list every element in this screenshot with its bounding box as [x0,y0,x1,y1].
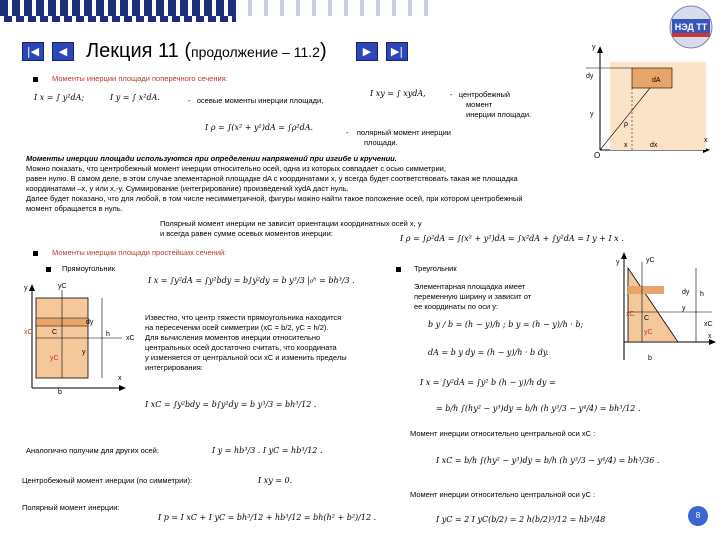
tri-h-label: h [700,291,704,298]
formula-ix: I x = ∫ y²dA; [34,93,85,102]
formula-tri-ixc: I xC = b/h ∫(hy² − y³)dy = b/h (h y³/3 − y⁴/4) = bh³/36 . [436,456,660,465]
paragraph-line-2: Можно показать, что центробежный момент инерции относительно осей, одна из которых совпадает с осью симметрии, [26,164,446,173]
rect-yc-inner-label: yC [50,355,59,362]
moments-heading: Моменты инерции площади поперечного сечения: [52,74,228,83]
tri-xc-label: xC [626,311,635,318]
tri-c-label: C [644,315,650,322]
tri-yc-label: yC [646,257,655,264]
tri-yv-label: y [682,305,686,312]
tri-b-label: b [648,355,652,362]
tri-heading: Треугольник [414,264,457,273]
formula-rect-iy: I y = hb³/3 . I yC = hb³/12 . [212,446,323,455]
rectangle-figure [22,276,142,400]
fig1-dy-label: dy [586,73,594,80]
rect-yv-label: y [82,349,86,356]
tri-y-label: y [616,259,620,266]
formula-tri-iyc: I yC = 2 I yC(b/2) = 2 h(b/2)³/12 = hb³/48 [436,515,606,524]
rect-other-label: Аналогично получим для других осей: [26,446,159,455]
first-slide-button[interactable]: |◀ [22,42,44,61]
fig1-y-label: y [592,44,596,51]
polar-note-line-2: и всегда равен сумме осевых моментов инерции: [160,229,333,238]
formula-tri-by: b y / b = (h − y)/h ; b y = (h − y)/h · b; [428,320,584,329]
rect-text-2: на пересечении осей симметрии (xC = b/2, yC = h/2). [145,323,329,332]
rect-x-label: x [118,375,122,382]
formula-rect-ixc: I xC = ∫y²bdy = b∫y²dy = b y³/3 = bh³/12 . [145,400,317,409]
header-decoration-stripes [0,0,236,16]
rect-yc-label: yC [58,283,67,290]
rect-y-label: y [24,285,28,292]
formula-ip-invariant: I ρ = ∫ρ²dA = ∫(x² + y²)dA = ∫x²dA + ∫y²dA = I y + I x . [400,234,624,243]
rect-b-label: b [58,389,62,396]
tri-text-2: переменную ширину и зависит от [414,292,532,301]
tri-xc-label: Момент инерции относительно центральной оси xC : [410,429,596,438]
simplest-heading: Моменты инерции площади простейших сечений: [52,248,227,257]
rect-polar-label: Полярный момент инерции: [22,503,120,512]
fig1-rho-label: ρ [624,121,628,128]
rect-text-4: центральных осей достаточно считать, что координата [145,343,337,352]
title-close: ) [319,40,327,62]
formula-rect-ip: I p = I xC + I yC = bh³/12 + hb³/12 = bh(h² + b²)/12 . [158,513,377,522]
bullet [396,267,401,272]
paragraph-line-5: Далее будет показано, что для любой, в том числе несимметричной, фигуры можно найти такое положение осей, при котором центробежный [26,194,523,203]
formula-rect-ix: I x = ∫y²dA = ∫y²bdy = b∫y²dy = b y³/3 |₀ʰ = bh³/3 . [148,276,355,285]
centrifugal-label-2: момент [466,100,493,109]
polar-label-1: - полярный момент инерции [346,128,451,137]
rect-text-5: y изменяется от центральной оси xC и изменить пределы [145,353,347,362]
formula-ip: I ρ = ∫(x² + y²)dA = ∫ρ²dA. [205,123,314,132]
bullet [33,77,38,82]
formula-tri-ix2: = b/h ∫(hy² − y³)dy = b/h (h y³/3 − y⁴/4) = bh³/12 . [436,404,641,413]
fig1-x-label: x [704,137,708,144]
polar-note-line-1: Полярный момент инерции не зависит ориентации координатных осей x, y [160,219,422,228]
fig1-dx-label: dx [650,142,658,149]
prev-slide-button[interactable]: ◀ [52,42,74,61]
header-decoration-squares [236,0,440,16]
rect-text-6: интегрирования: [145,363,203,372]
fig1-yv-label: y [590,111,594,118]
page-title [86,40,327,63]
formula-iy: I y = ∫ x²dA. [110,93,160,102]
fig1-origin-label: O [594,151,601,160]
title-main: Лекция 11 ( [86,40,191,62]
paragraph-line-3: равен нулю. В самом деле, в этом случае элементарной площадке dA с координатами x, y всегда будет соответствовать такая же площадка [26,174,518,183]
header-decoration-stripes-2 [0,16,236,22]
tri-xc-right-label: xC [704,321,713,328]
tri-text-1: Элементарная площадка имеет [414,282,526,291]
logo-text: НЭД ТТ [674,22,708,32]
formula-tri-da: dA = b y dy = (h − y)/h · b dy. [428,348,549,357]
rect-h-label: h [106,331,110,338]
paragraph-line-1: Моменты инерции площади используются при определении напряжений при изгибе и кручении. [26,154,397,163]
tri-text-3: ее координаты по оси y: [414,302,499,311]
tri-yc-label: Момент инерции относительно центральной оси yC : [410,490,596,499]
polar-label-2: площади. [364,138,398,147]
paragraph-line-6: момент обращается в нуль. [26,204,123,213]
rect-text-1: Известно, что центр тяжести прямоугольника находится [145,313,342,322]
bullet [33,251,38,256]
tri-dy-label: dy [682,289,690,296]
bullet [46,267,51,272]
rect-c-label: C [52,329,58,336]
rect-centrifugal-label: Центробежный момент инерции (по симметрии): [22,476,193,485]
fig1-da-label: dA [652,77,661,84]
paragraph-line-4: координатами –x, y или x,-y. Суммирование (интегрирование) произведений xydA даст нуль. [26,184,349,193]
rect-xc-right-label: xC [126,335,135,342]
formula-tri-ix: I x = ∫y²dA = ∫y² b (h − y)/h dy = [420,378,556,387]
last-slide-button[interactable]: ▶| [386,42,408,61]
next-slide-button[interactable]: ▶ [356,42,378,61]
tri-yc-inner-label: yC [644,329,653,336]
formula-rect-ixy: I xy = 0. [258,476,293,485]
rect-xc-label: xC [24,329,33,336]
formula-ixy: I xy = ∫ xydA, [370,89,426,98]
triangle-figure [612,250,716,370]
centrifugal-label-1: - центробежный [450,90,511,99]
rect-dy-label: dy [86,319,94,326]
title-subtitle: продолжение – 11.2 [191,44,320,60]
page-number-badge: 8 [688,506,708,526]
axial-label: - осевые моменты инерции площади, [188,96,324,105]
centrifugal-label-3: инерции площади. [466,110,532,119]
tri-x-label: x [708,333,712,340]
coordinate-figure [566,42,712,160]
rect-heading: Прямоугольник [62,264,116,273]
rect-text-3: Для вычисления моментов инерции относительно [145,333,321,342]
fig1-xv-label: x [624,142,628,149]
